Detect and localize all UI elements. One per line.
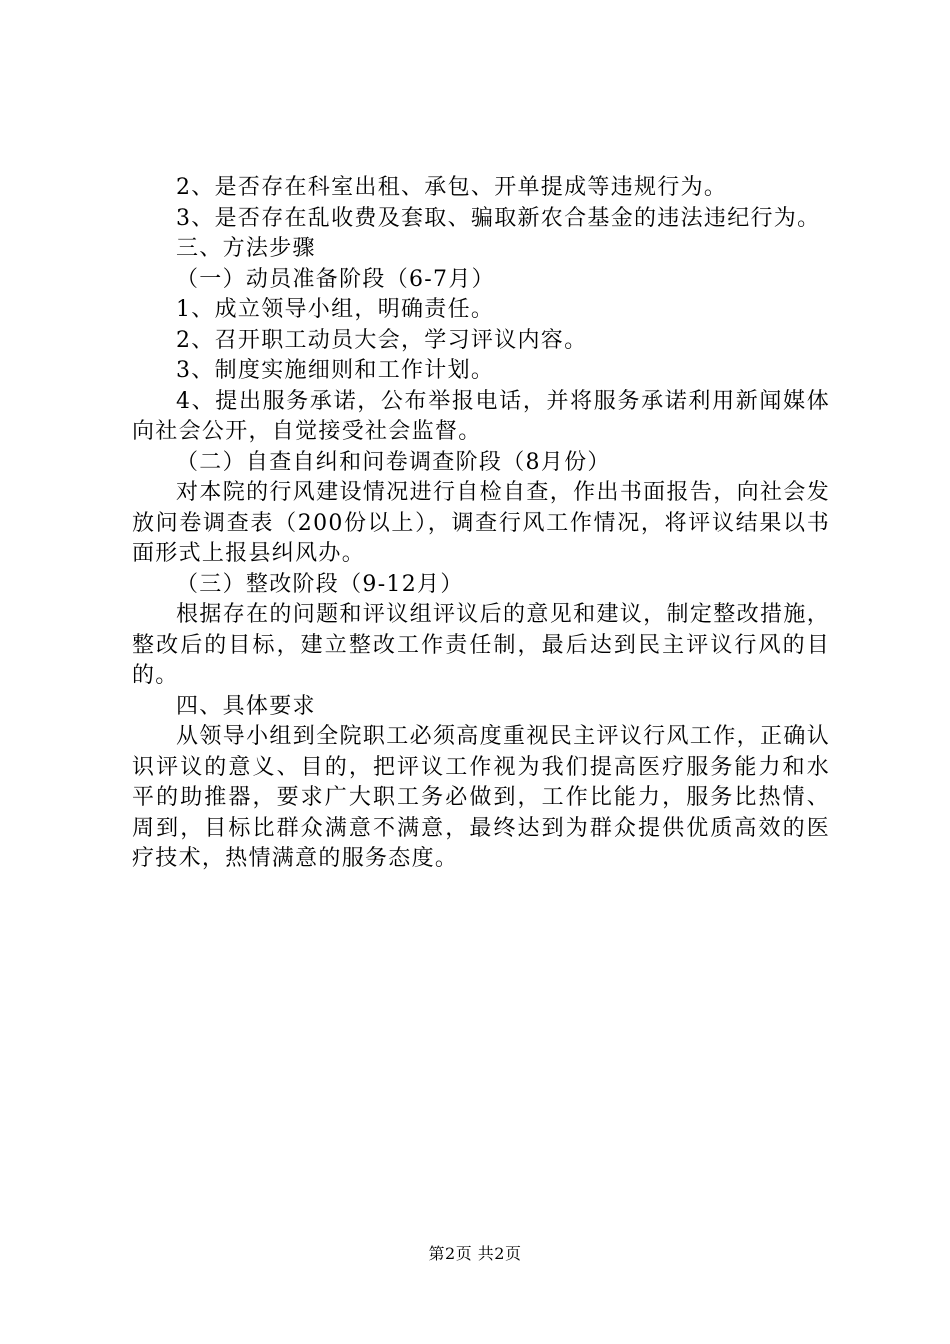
paragraph-1: 2、是否存在科室出租、承包、开单提成等违规行为。	[176, 175, 728, 200]
paragraph-5: 1、成立领导小组，明确责任。	[176, 297, 495, 322]
paragraph-6: 2、召开职工动员大会，学习评议内容。	[176, 327, 588, 353]
document-body	[132, 173, 830, 875]
paragraph-10: 对本院的行风建设情况进行自检自查，作出书面报告，向社会发放问卷调查表（200份以上），调查行风工作情况，将评议结果以书面形式上报县纠风办。	[132, 480, 830, 566]
paragraph-14: 从领导小组到全院职工必须高度重视民主评议行风工作，正确认识评议的意义、目的，把评议工作视为我们提高医疗服务能力和水平的助推器，要求广大职工务必做到，工作比能力，服务比热情、周到，目标比群众满意不满意，最终达到为群众提供优质高效的医疗技术，热情满意的服务态度。	[132, 724, 830, 871]
page-number-footer: 第2页 共2页	[428, 1244, 522, 1263]
subsection-heading-mobilization: （一）动员准备阶段（6-7月）	[176, 266, 495, 292]
paragraph-2: 3、是否存在乱收费及套取、骗取新农合基金的违法违纪行为。	[176, 205, 821, 231]
section-heading-methods: 三、方法步骤	[176, 236, 316, 261]
paragraph-7: 3、制度实施细则和工作计划。	[176, 358, 495, 383]
subsection-heading-rectification: （三）整改阶段（9-12月）	[176, 571, 464, 597]
section-heading-requirements: 四、具体要求	[176, 693, 316, 719]
paragraph-12: 根据存在的问题和评议组评议后的意见和建议，制定整改措施，整改后的目标，建立整改工作责任制，最后达到民主评议行风的目的。	[132, 602, 830, 688]
subsection-heading-self-inspection: （二）自查自纠和问卷调查阶段（8月份）	[176, 449, 611, 475]
paragraph-8: 4、提出服务承诺，公布举报电话，并将服务承诺利用新闻媒体向社会公开，自觉接受社会监督。	[132, 388, 830, 444]
